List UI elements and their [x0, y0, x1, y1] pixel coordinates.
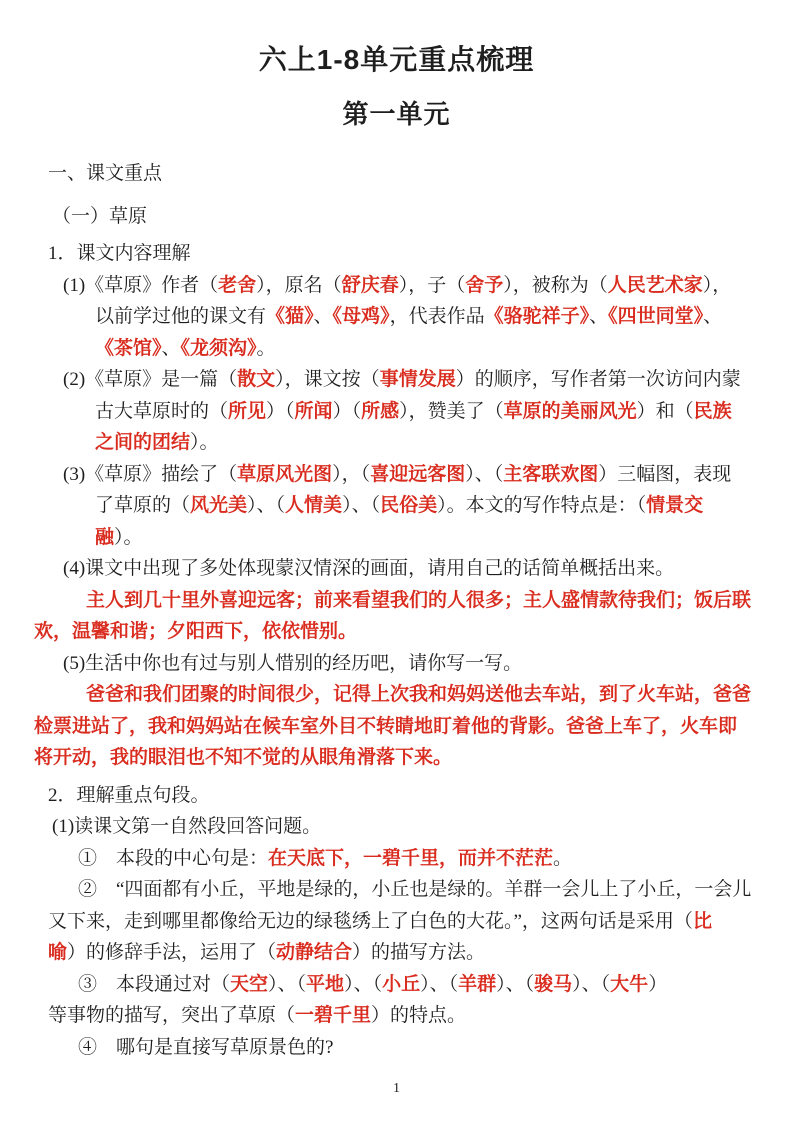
- circled-item-2: [0, 874, 793, 969]
- text-segment: ② “四面都有小丘，平地是绿的，小丘也是绿的。羊群一会儿上了小丘，一会儿: [78, 879, 752, 900]
- highlighted-text: 喻: [48, 942, 68, 963]
- text-segment: 、: [703, 306, 723, 327]
- text-segment: 。: [553, 847, 573, 869]
- text-segment: ）、（: [342, 495, 381, 516]
- text-segment: ）: [648, 973, 668, 995]
- highlighted-text: 《茶馆》: [95, 337, 162, 359]
- text-segment: (1)《草原》作者（: [63, 274, 219, 296]
- highlighted-text: 舍予: [465, 274, 504, 296]
- item-1: [0, 270, 793, 365]
- text-segment: ）。: [114, 526, 143, 548]
- text-segment: 、: [589, 306, 609, 327]
- document-subtitle: 第一单元: [342, 99, 451, 129]
- text-segment: ）（: [332, 400, 362, 422]
- sub-item-read-paragraph: [0, 811, 793, 843]
- text-segment: ）、（: [344, 973, 383, 995]
- text-segment: ）的描写方法。: [352, 942, 486, 963]
- circled-item-4: [0, 1032, 793, 1064]
- highlighted-text: 爸爸和我们团聚的时间很少，记得上次我和妈妈送他去车站，到了火车站，爸爸: [86, 684, 752, 705]
- text-segment: ），课文按（: [275, 369, 380, 390]
- text-segment: （一）草原: [52, 205, 148, 227]
- text-segment: (5)生活中你也有过与别人惜别的经历吧，请你写一写。: [63, 652, 523, 674]
- text-segment: ）的修辞手法，运用了（: [67, 942, 277, 963]
- text-segment: 古大草原时的（: [95, 400, 229, 422]
- text-segment: ③ 本段通过对（: [78, 973, 231, 995]
- numbered-heading-content-understanding: [0, 238, 793, 270]
- text-segment: (2)《草原》是一篇（: [63, 369, 238, 390]
- text-segment: (4)课文中出现了多处体现蒙汉情深的画面，请用自己的话简单概括出来。: [63, 558, 675, 579]
- text-segment: ）、（: [496, 973, 535, 995]
- text-segment: ）的特点。: [371, 1005, 467, 1026]
- text-segment: ）。: [190, 432, 219, 453]
- text-segment: ）。本文的写作特点是：（: [437, 495, 647, 516]
- highlighted-text: 所感: [361, 400, 400, 422]
- highlighted-text: 《龙须沟》: [180, 337, 257, 359]
- highlighted-text: 舒庆春: [341, 274, 399, 296]
- highlighted-text: 之间的团结: [95, 432, 191, 453]
- highlighted-text: 检票进站了，我和妈妈站在候车室外目不转睛地盯着他的背影。爸爸上车了，火车即: [34, 715, 738, 737]
- text-segment: 2．理解重点句段。: [48, 784, 210, 806]
- subsection-heading-caoyuan: [0, 201, 793, 233]
- highlighted-text: 《母鸡》: [332, 306, 390, 327]
- text-segment: ）三幅图，表现: [598, 463, 732, 485]
- text-segment: (3)《草原》描绘了（: [63, 463, 238, 485]
- highlighted-text: 草原的美丽风光: [503, 400, 637, 422]
- highlighted-text: 在天底下，一碧千里，而并不茫茫: [268, 847, 554, 869]
- text-segment: ，代表作品: [389, 306, 485, 327]
- highlighted-text: 《四世同堂》: [608, 306, 704, 327]
- highlighted-text: 民族: [693, 400, 732, 422]
- highlighted-text: 骏马: [534, 973, 573, 995]
- highlighted-text: 人情美: [285, 495, 343, 516]
- text-segment: 以前学过他的课文有: [95, 306, 267, 327]
- numbered-heading-key-sentences: [0, 780, 793, 812]
- highlighted-text: 事情发展: [379, 369, 456, 390]
- highlighted-text: 人民艺术家: [607, 274, 703, 296]
- highlighted-text: 情景交: [646, 495, 704, 516]
- text-segment: ）的顺序，写作者第一次访问内蒙: [455, 369, 741, 390]
- text-segment: 。: [256, 337, 276, 359]
- highlighted-text: 一碧千里: [295, 1005, 372, 1026]
- answer-5: [0, 679, 793, 774]
- circled-item-1: [0, 843, 793, 875]
- text-segment: ）、（: [247, 495, 286, 516]
- document-body: [0, 158, 793, 1063]
- text-segment: ④ 哪句是直接写草原景色的?: [78, 1036, 334, 1058]
- highlighted-text: 小丘: [382, 973, 421, 995]
- text-segment: 、: [161, 337, 181, 359]
- page-number: 1: [393, 1081, 400, 1096]
- highlighted-text: 主客联欢图: [503, 463, 599, 485]
- text-segment: ）、（: [268, 973, 307, 995]
- section-heading-kewen-zhongdian: [0, 158, 793, 190]
- text-segment: 等事物的描写，突出了草原（: [48, 1005, 296, 1026]
- text-segment: ），赞美了（: [399, 400, 504, 422]
- item-2: [0, 364, 793, 459]
- text-segment: 了草原的（: [95, 495, 191, 516]
- highlighted-text: 风光美: [190, 495, 248, 516]
- text-segment: ），: [702, 274, 732, 296]
- highlighted-text: 天空: [230, 973, 269, 995]
- text-segment: 、: [313, 306, 333, 327]
- item-3: [0, 459, 793, 554]
- text-segment: ）、（: [420, 973, 459, 995]
- text-segment: 一、课文重点: [48, 163, 163, 184]
- highlighted-text: 平地: [306, 973, 345, 995]
- highlighted-text: 散文: [237, 369, 276, 390]
- highlighted-text: 《猫》: [266, 306, 314, 327]
- text-segment: ）（: [266, 400, 295, 422]
- text-segment: ），原名（: [256, 274, 342, 296]
- text-segment: ），被称为（: [503, 274, 608, 296]
- highlighted-text: 融: [95, 526, 115, 548]
- text-segment: ）、（: [572, 973, 611, 995]
- item-4: [0, 553, 793, 585]
- highlighted-text: 羊群: [458, 973, 497, 995]
- highlighted-text: 老舍: [218, 274, 257, 296]
- highlighted-text: 草原风光图: [237, 463, 333, 485]
- highlighted-text: 欢，温馨和谐；夕阳西下，依依惜别。: [34, 621, 358, 642]
- highlighted-text: 所见: [228, 400, 267, 422]
- circled-item-3: [0, 969, 793, 1032]
- document-title: 六上1-8单元重点梳理: [258, 44, 535, 75]
- text-segment: ），（: [332, 463, 371, 485]
- text-segment: ），子（: [398, 274, 466, 296]
- text-segment: 1．课文内容理解: [48, 243, 191, 264]
- highlighted-text: 大牛: [610, 973, 649, 995]
- text-segment: ① 本段的中心句是：: [78, 847, 269, 869]
- item-5: [0, 648, 793, 680]
- highlighted-text: 主人到几十里外喜迎远客；前来看望我们的人很多；主人盛情款待我们；饭后联: [86, 589, 752, 611]
- text-segment: 又下来，走到哪里都像给无边的绿毯绣上了白色的大花。”，这两句话是采用（: [48, 910, 693, 932]
- highlighted-text: 动静结合: [276, 942, 353, 963]
- text-segment: (1)读课文第一自然段回答问题。: [52, 816, 322, 837]
- highlighted-text: 所闻: [294, 400, 333, 422]
- highlighted-text: 比: [692, 910, 712, 932]
- highlighted-text: 喜迎远客图: [370, 463, 466, 485]
- text-segment: ）和（: [636, 400, 694, 422]
- highlighted-text: 《骆驼祥子》: [484, 306, 590, 327]
- answer-4: [0, 585, 793, 648]
- text-segment: ）、（: [465, 463, 504, 485]
- highlighted-text: 民俗美: [380, 495, 438, 516]
- highlighted-text: 将开动，我的眼泪也不知不觉的从眼角滑落下来。: [34, 747, 453, 768]
